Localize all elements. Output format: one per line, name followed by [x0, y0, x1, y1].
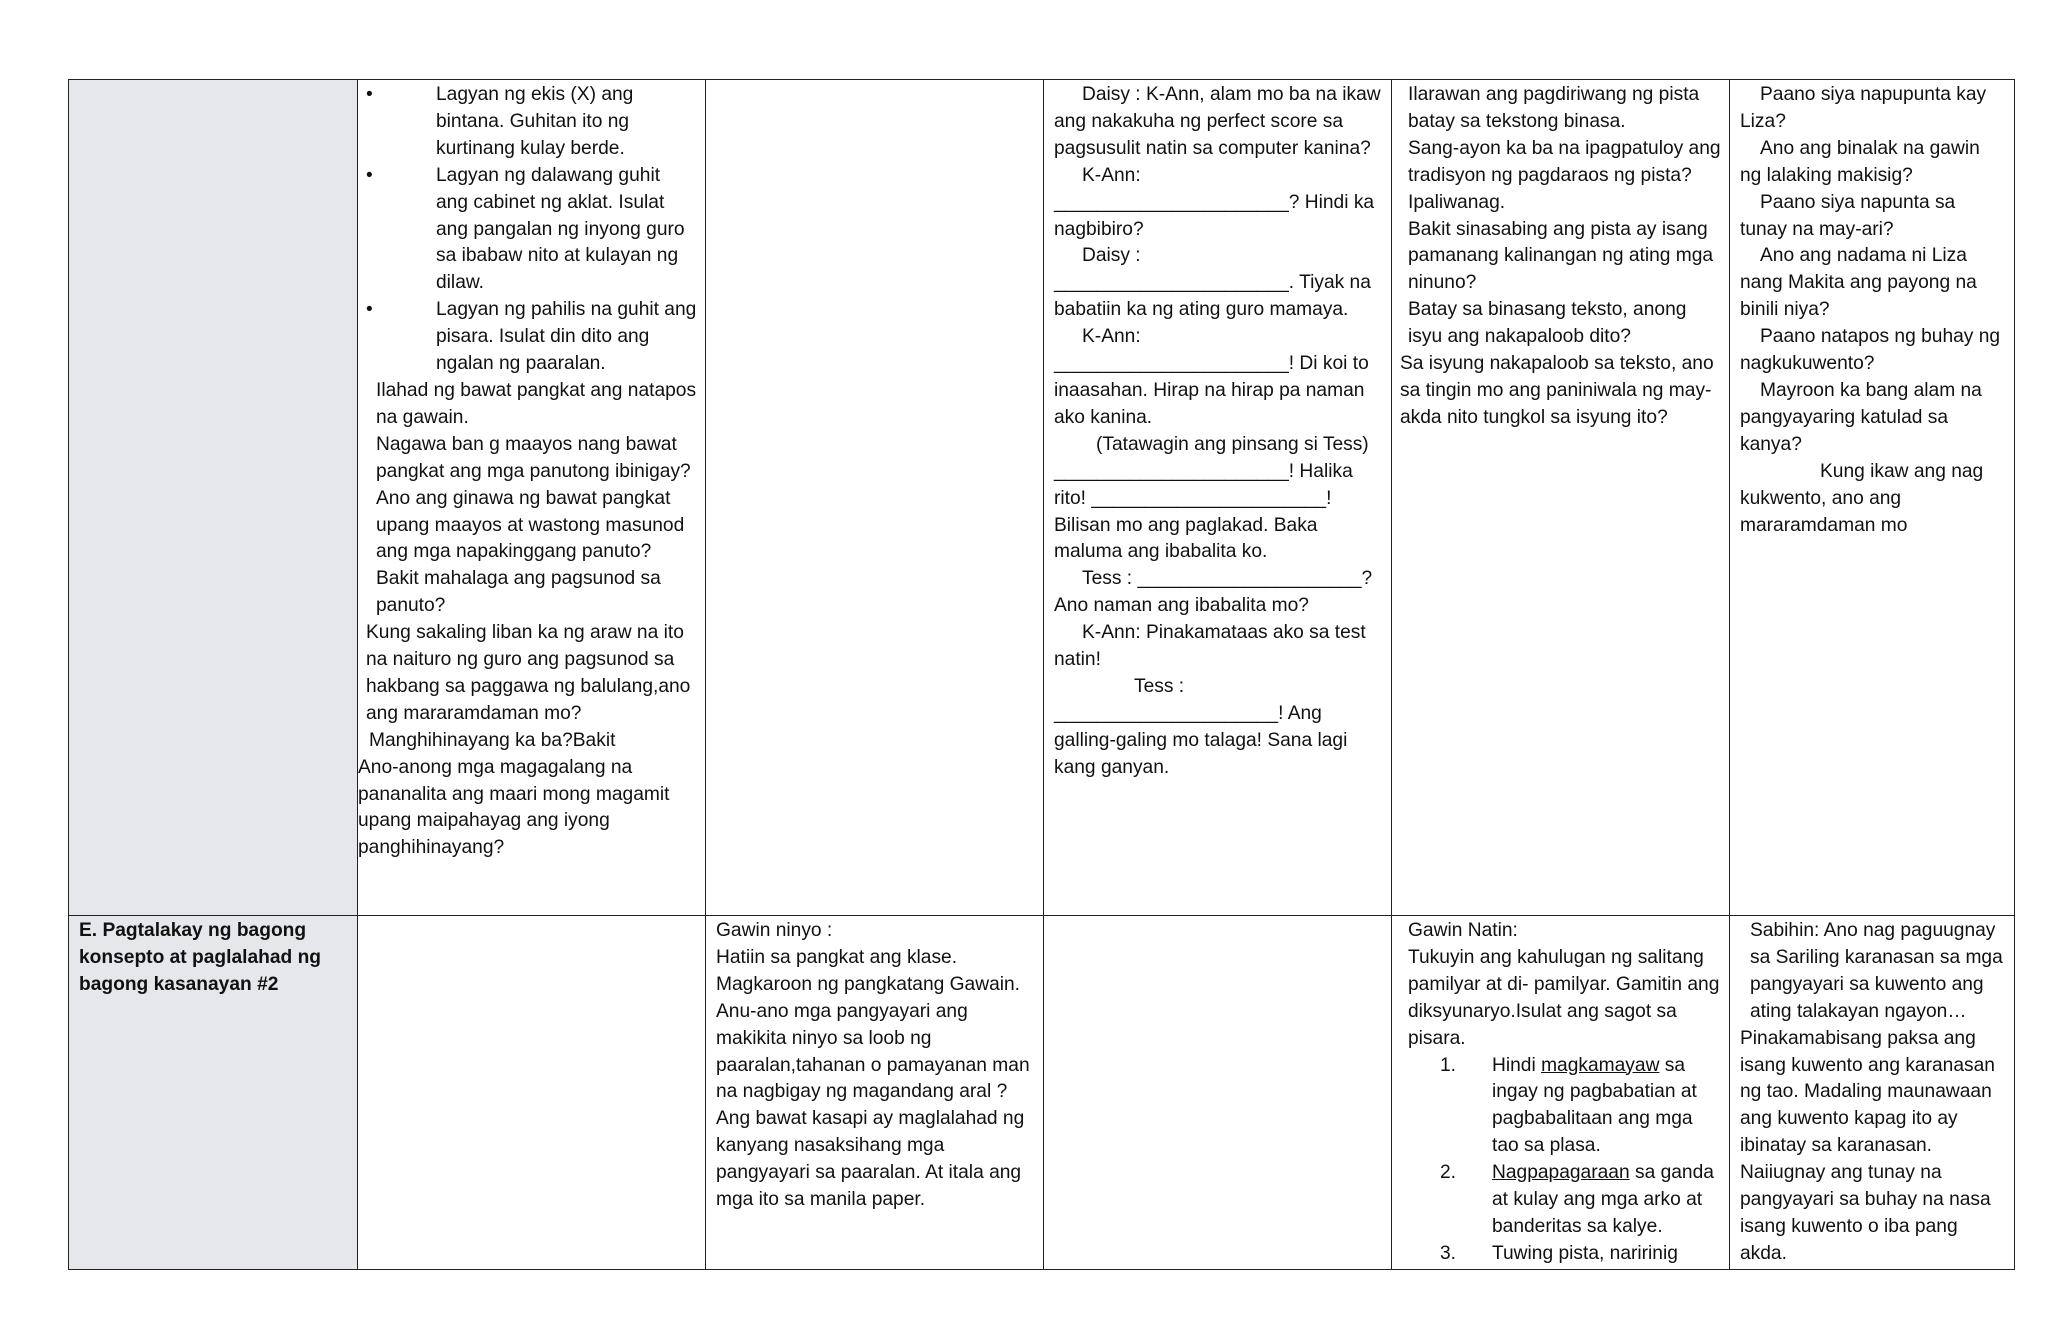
question-line: Batay sa binasang teksto, anong isyu ang nakapaloob dito? [1408, 299, 1687, 348]
empty-cell [1044, 916, 1392, 1270]
question-line: Ilarawan ang pagdiriwang ng pista batay sa tekstong binasa. [1408, 84, 1700, 132]
question-line: Paano natapos ng buhay ng nagkukuwento? [1740, 326, 2001, 375]
empty-cell [358, 916, 706, 1270]
cell-story-questions [1730, 80, 2015, 916]
paragraph: Ilahad ng bawat pangkat ang natapos na gawain. [376, 379, 697, 428]
dialogue-line: K-Ann: [1082, 164, 1141, 186]
bullet-item [366, 82, 697, 163]
dialogue-line: Tess : [1134, 675, 1185, 697]
vocabulary-word: magkamayaw [1541, 1054, 1660, 1076]
table-row [69, 916, 2015, 1270]
activity-line: Gawin ninyo : [716, 920, 833, 941]
vocabulary-word: Nagpapagaraan [1492, 1162, 1630, 1184]
row-label-cell [69, 80, 358, 916]
bullet-text: Lagyan ng ekis (X) ang bintana. Guhitan ito ng kurtinang kulay berde. [436, 84, 634, 159]
list-item [1440, 1241, 1721, 1268]
bullet-marker: • [366, 84, 373, 105]
table-row [69, 80, 2015, 916]
item-number: 3. [1440, 1242, 1457, 1264]
cell-group-activity [706, 916, 1044, 1270]
item-text: Hindi [1492, 1054, 1542, 1076]
activity-heading: Gawin Natin: [1408, 920, 1518, 941]
empty-cell [706, 80, 1044, 916]
item-number: 1. [1440, 1054, 1457, 1076]
vocabulary-list [1402, 1053, 1721, 1268]
bullet-marker: • [366, 164, 373, 186]
bullet-text: Lagyan ng pahilis na guhit ang pisara. Isulat din dito ang ngalan ng paaralan. [436, 299, 697, 375]
question-line: Mayroon ka bang alam na pangyayaring katulad sa kanya? [1740, 379, 1982, 455]
question-line: Paano siya napunta sa tunay na may-ari? [1740, 191, 1956, 240]
discussion-line: Sabihin: Ano nag paguugnay sa Sariling karanasan sa mga pangyayari sa kuwento ang ating talakayan ngayon… [1750, 920, 2003, 1022]
cell-vocabulary [1392, 916, 1730, 1270]
question-line: Sang-ayon ka ba na ipagpatuloy ang tradisyon ng pagdaraos ng pista? Ipaliwanag. [1408, 137, 1721, 213]
bullet-item [366, 163, 697, 298]
paragraph: Nagawa ban g maayos nang bawat pangkat ang mga panutong ibinigay? [376, 433, 691, 482]
dialogue-line: K-Ann: Pinakamataas ako sa test natin! [1054, 622, 1366, 671]
dialogue-line: (Tatawagin ang pinsang si Tess) [1096, 433, 1369, 455]
bullet-marker: • [366, 299, 373, 321]
dialogue-line: Daisy : [1082, 245, 1141, 267]
dialogue-line: ______________________? Hindi ka nagbibiro? [1054, 191, 1375, 240]
question-line: Sa isyung nakapaloob sa teksto, ano sa tingin mo ang paniniwala ng may-akda nito tungkol sa isyung ito? [1400, 353, 1714, 428]
paragraph: Kung sakaling liban ka ng araw na ito na naituro ng guro ang pagsunod sa hakbang sa paggawa ng balulang,ano ang mararamdaman mo? [366, 622, 691, 724]
bullet-item [366, 297, 697, 378]
dialogue-line: Tess : _____________________? Ano naman ang ibabalita mo? [1054, 568, 1373, 617]
dialogue-line: ______________________! Di koi to inaasahan. Hirap na hirap pa naman ako kanina. [1054, 353, 1369, 428]
cell-instructions [358, 80, 706, 916]
question-line: Bakit sinasabing ang pista ay isang pamanang kalinangan ng ating mga ninuno? [1408, 218, 1714, 294]
activity-line: Hatiin sa pangkat ang klase. [716, 946, 958, 968]
row-label-e [69, 916, 358, 1270]
dialogue-line: Daisy : K-Ann, alam mo ba na ikaw ang nakakuha ng perfect score sa pagsusulit natin sa computer kanina? [1054, 84, 1381, 159]
dialogue-line: K-Ann: [1082, 326, 1141, 348]
cell-questions [1392, 80, 1730, 916]
item-text: sa ganda at kulay ang mga arko at banderitas sa kalye. [1492, 1162, 1714, 1237]
question-line: Ano ang binalak na gawin ng lalaking makisig? [1740, 137, 1980, 186]
paragraph: Manghihinayang ka ba?Bakit [369, 729, 616, 751]
activity-instructions: Tukuyin ang kahulugan ng salitang pamilyar at di- pamilyar. Gamitin ang diksyunaryo.Isulat ang sagot sa pisara. [1408, 946, 1720, 1049]
discussion-line: Pinakamabisang paksa ang isang kuwento ang karanasan ng tao. Madaling maunawaan ang kuwento kapag ito ay ibinatay sa karanasan. Naiiugnay ang tunay na pangyayari sa buhay na nasa isang kuwento o iba pang akda. [1740, 1027, 1995, 1264]
question-line: Paano siya napupunta kay Liza? [1740, 84, 1987, 132]
question-line: Ano ang nadama ni Liza nang Makita ang payong na binili niya? [1740, 245, 1977, 321]
dialogue-line: _____________________! Ang galling-galing mo talaga! Sana lagi kang ganyan. [1054, 702, 1348, 778]
item-number: 2. [1440, 1162, 1457, 1184]
cell-dialogue [1044, 80, 1392, 916]
activity-line: Magkaroon ng pangkatang Gawain. Anu-ano mga pangyayari ang makikita ninyo sa loob ng paaralan,tahanan o pamayanan man na nagbigay ng magandang aral ? Ang bawat kasapi ay maglalahad ng kanyang nasaksihang mga pangyayari sa paaralan. At itala ang mga ito sa manila paper. [716, 973, 1030, 1211]
paragraph: Ano-anong mga magagalang na pananalita ang maari mong magamit upang maipahayag ang iyong panghihinayang? [358, 756, 670, 859]
cell-discussion [1730, 916, 2015, 1270]
dialogue-line: ______________________! Halika rito! ______________________! Bilisan mo ang paglakad. Baka maluma ang ibabalita ko. [1054, 460, 1353, 563]
lesson-plan-table [68, 79, 2015, 1270]
bullet-text: Lagyan ng dalawang guhit ang cabinet ng aklat. Isulat ang pangalan ng inyong guro sa ibabaw nito at kulayan ng dilaw. [436, 164, 685, 294]
item-text: Tuwing pista, naririnig [1492, 1242, 1678, 1264]
paragraph: Ano ang ginawa ng bawat pangkat upang maayos at wastong masunod ang mga napakinggang panuto? [376, 487, 685, 563]
dialogue-line: ______________________. Tiyak na babatiin ka ng ating guro mamaya. [1054, 272, 1371, 321]
list-item [1440, 1053, 1721, 1161]
row-label-text: E. Pagtalakay ng bagong konsepto at paglalahad ng bagong kasanayan #2 [79, 920, 322, 995]
item-text: sa ingay ng pagbabatian at pagbabalitaan ang mga tao sa plasa. [1492, 1054, 1697, 1157]
paragraph: Bakit mahalaga ang pagsunod sa panuto? [376, 568, 661, 617]
question-line: Kung ikaw ang nag kukwento, ano ang mararamdaman mo [1740, 460, 1984, 536]
list-item [1440, 1160, 1721, 1241]
